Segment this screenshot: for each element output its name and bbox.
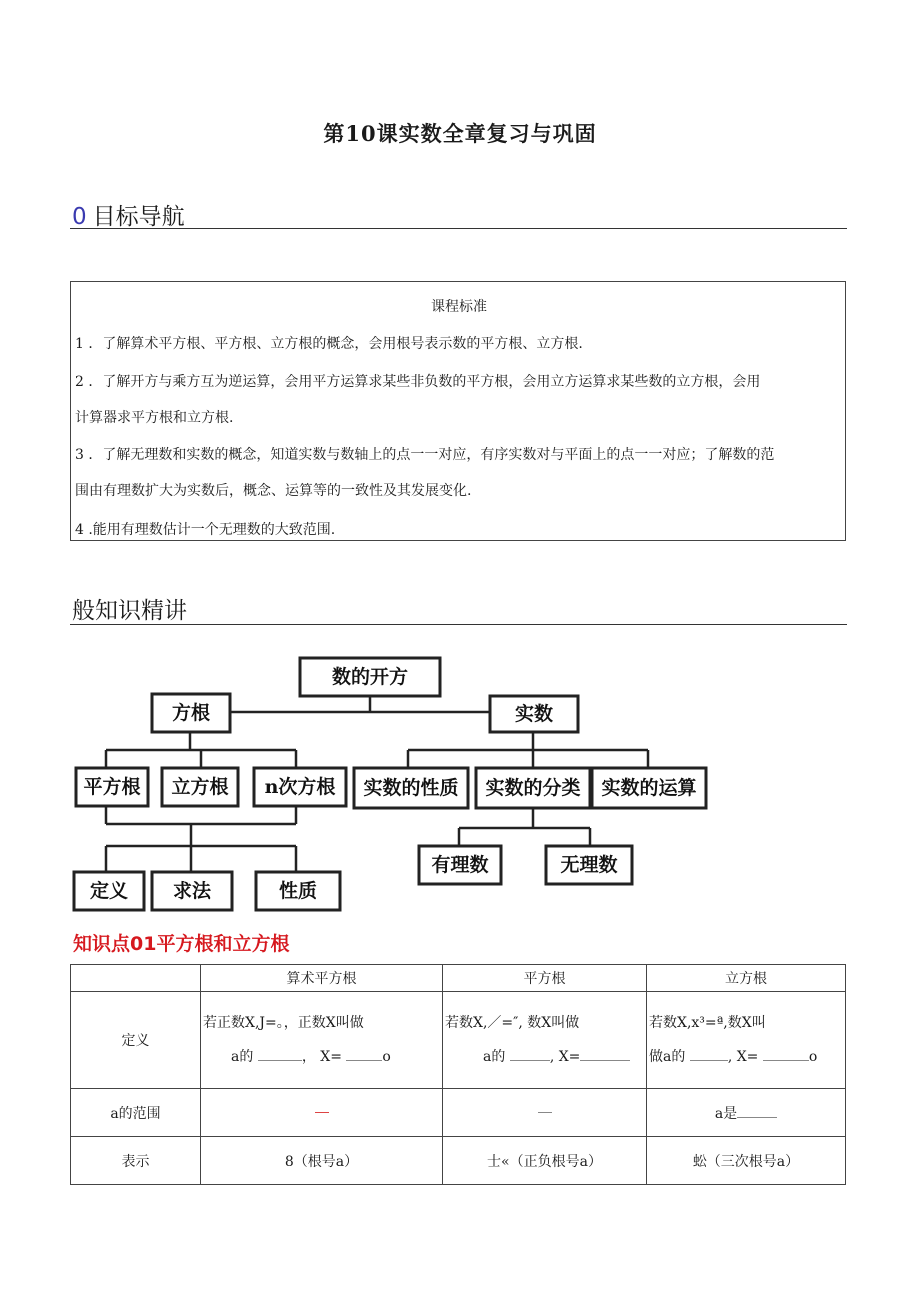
row-label-notation: 表示 bbox=[71, 1137, 201, 1185]
def-sq-text-b: , bbox=[549, 1049, 555, 1065]
def-cube-text-b: , bbox=[727, 1049, 733, 1065]
answer-blank bbox=[510, 1060, 550, 1061]
cell-notation-arith: 8（根号a） bbox=[201, 1137, 443, 1185]
answer-blank bbox=[763, 1060, 809, 1061]
table-row-notation bbox=[71, 1137, 846, 1185]
node-qiufa bbox=[152, 872, 232, 910]
answer-blank bbox=[538, 1112, 552, 1113]
table-row-range bbox=[71, 1089, 846, 1137]
standard-item: 1 ．了解算术平方根、平方根、立方根的概念，会用根号表示数的平方根、立方根. bbox=[75, 336, 583, 352]
node-xingzhi-label: 实数的性质 bbox=[363, 777, 459, 799]
node-shishu bbox=[490, 696, 578, 732]
cell-notation-cube: 蚣（三次根号a） bbox=[647, 1137, 846, 1185]
node-dingyi-label: 定义 bbox=[89, 880, 129, 902]
section-title: 目标导航 bbox=[92, 204, 185, 230]
node-root bbox=[300, 658, 440, 696]
roots-comparison-table bbox=[70, 964, 846, 1185]
course-standards-box bbox=[70, 281, 846, 541]
node-dingyi bbox=[74, 872, 144, 910]
answer-blank bbox=[580, 1060, 630, 1061]
node-xingzhi bbox=[354, 768, 468, 808]
section-divider bbox=[70, 228, 847, 229]
col-header-cube-root: 立方根 bbox=[647, 965, 846, 992]
def-sq-text-c: X= bbox=[558, 1049, 581, 1065]
col-header-square-root: 平方根 bbox=[443, 965, 647, 992]
def-arith-text-a: a的 bbox=[231, 1049, 254, 1065]
cell-range-arith bbox=[201, 1089, 443, 1137]
def-cube-text-a: 做a的 bbox=[649, 1049, 686, 1065]
node-ncifanggen bbox=[254, 768, 346, 806]
def-sq-text-a: a的 bbox=[483, 1049, 506, 1065]
row-label-definition: 定义 bbox=[71, 992, 201, 1089]
def-arith-line1: 若正数X,J=。，正数X叫做 bbox=[203, 1015, 364, 1031]
cell-def-square bbox=[443, 992, 647, 1089]
standards-heading: 课程标准 bbox=[431, 299, 487, 315]
node-yunsuan-label: 实数的运算 bbox=[601, 777, 697, 799]
node-fenlei-label: 实数的分类 bbox=[485, 777, 581, 799]
answer-blank bbox=[346, 1060, 382, 1061]
node-wulishu-label: 无理数 bbox=[560, 854, 618, 876]
col-header-arith-root: 算术平方根 bbox=[201, 965, 443, 992]
table-row-definition bbox=[71, 992, 846, 1089]
standard-item: 围由有理数扩大为实数后，概念、运算等的一致性及其发展变化. bbox=[75, 483, 472, 499]
node-qiufa-label: 求法 bbox=[172, 880, 212, 902]
node-fanggen-label: 方根 bbox=[171, 702, 211, 724]
node-yunsuan bbox=[592, 768, 706, 808]
answer-blank bbox=[690, 1060, 728, 1061]
node-wulishu bbox=[546, 846, 632, 884]
def-arith-text-b: ， bbox=[301, 1049, 316, 1065]
range-cube-text: a是 bbox=[714, 1105, 738, 1122]
node-xingzhi2-label: 性质 bbox=[278, 880, 318, 902]
cell-def-arith bbox=[201, 992, 443, 1089]
def-sq-line1: 若数X,／=″, 数X叫做 bbox=[445, 1015, 580, 1031]
section-heading-goals bbox=[72, 198, 185, 231]
node-pingfanggen bbox=[76, 768, 148, 806]
answer-blank bbox=[258, 1060, 302, 1061]
node-root-label: 数的开方 bbox=[331, 666, 409, 688]
node-shishu-label: 实数 bbox=[514, 703, 554, 725]
section-number: 0 bbox=[72, 204, 87, 230]
node-fanggen bbox=[152, 694, 230, 732]
node-lifanggen-label: 立方根 bbox=[171, 776, 229, 798]
node-xingzhi2 bbox=[256, 872, 340, 910]
def-cube-text-d: o bbox=[808, 1049, 818, 1065]
def-arith-line2 bbox=[201, 1040, 442, 1074]
def-cube-line2 bbox=[647, 1040, 845, 1074]
cell-notation-square: 士«（正负根号a） bbox=[443, 1137, 647, 1185]
node-youlishu-label: 有理数 bbox=[431, 854, 489, 876]
standard-item: 3 ．了解无理数和实数的概念，知道实数与数轴上的点一一对应，有序实数对与平面上的点一一对应；了解数的范 bbox=[75, 447, 775, 463]
table-corner-cell bbox=[71, 965, 201, 992]
cell-range-cube bbox=[647, 1089, 846, 1137]
concept-tree-diagram bbox=[70, 652, 710, 914]
node-youlishu bbox=[419, 846, 501, 884]
node-lifanggen bbox=[162, 768, 238, 806]
document-title: 第10课实数全章复习与巩固 bbox=[323, 121, 597, 146]
standard-item: 4 .能用有理数估计一个无理数的大致范围. bbox=[75, 522, 336, 538]
node-ncifanggen-label: n次方根 bbox=[264, 776, 336, 798]
standard-item: 2 ．了解开方与乘方互为逆运算，会用平方运算求某些非负数的平方根，会用立方运算求某些数的立方根，会用 bbox=[75, 374, 761, 390]
def-sq-line2 bbox=[443, 1040, 646, 1074]
table-header-row bbox=[71, 965, 846, 992]
def-arith-text-c: X= bbox=[320, 1049, 342, 1065]
def-arith-text-d: o bbox=[382, 1049, 391, 1065]
cell-def-cube bbox=[647, 992, 846, 1089]
row-label-range: a的范围 bbox=[71, 1089, 201, 1137]
standard-item: 计算器求平方根和立方根. bbox=[75, 410, 234, 426]
node-fenlei bbox=[476, 768, 590, 808]
node-pingfanggen-label: 平方根 bbox=[83, 776, 141, 798]
knowledge-point-title: 知识点01平方根和立方根 bbox=[73, 933, 290, 955]
section-divider bbox=[70, 624, 847, 625]
cell-range-square bbox=[443, 1089, 647, 1137]
def-cube-line1: 若数X,x³=ª,数X叫 bbox=[649, 1015, 766, 1031]
section-heading-knowledge: 般知识精讲 bbox=[72, 598, 187, 624]
answer-blank bbox=[315, 1112, 329, 1113]
answer-blank bbox=[737, 1117, 777, 1118]
def-cube-text-c: X= bbox=[736, 1049, 759, 1065]
